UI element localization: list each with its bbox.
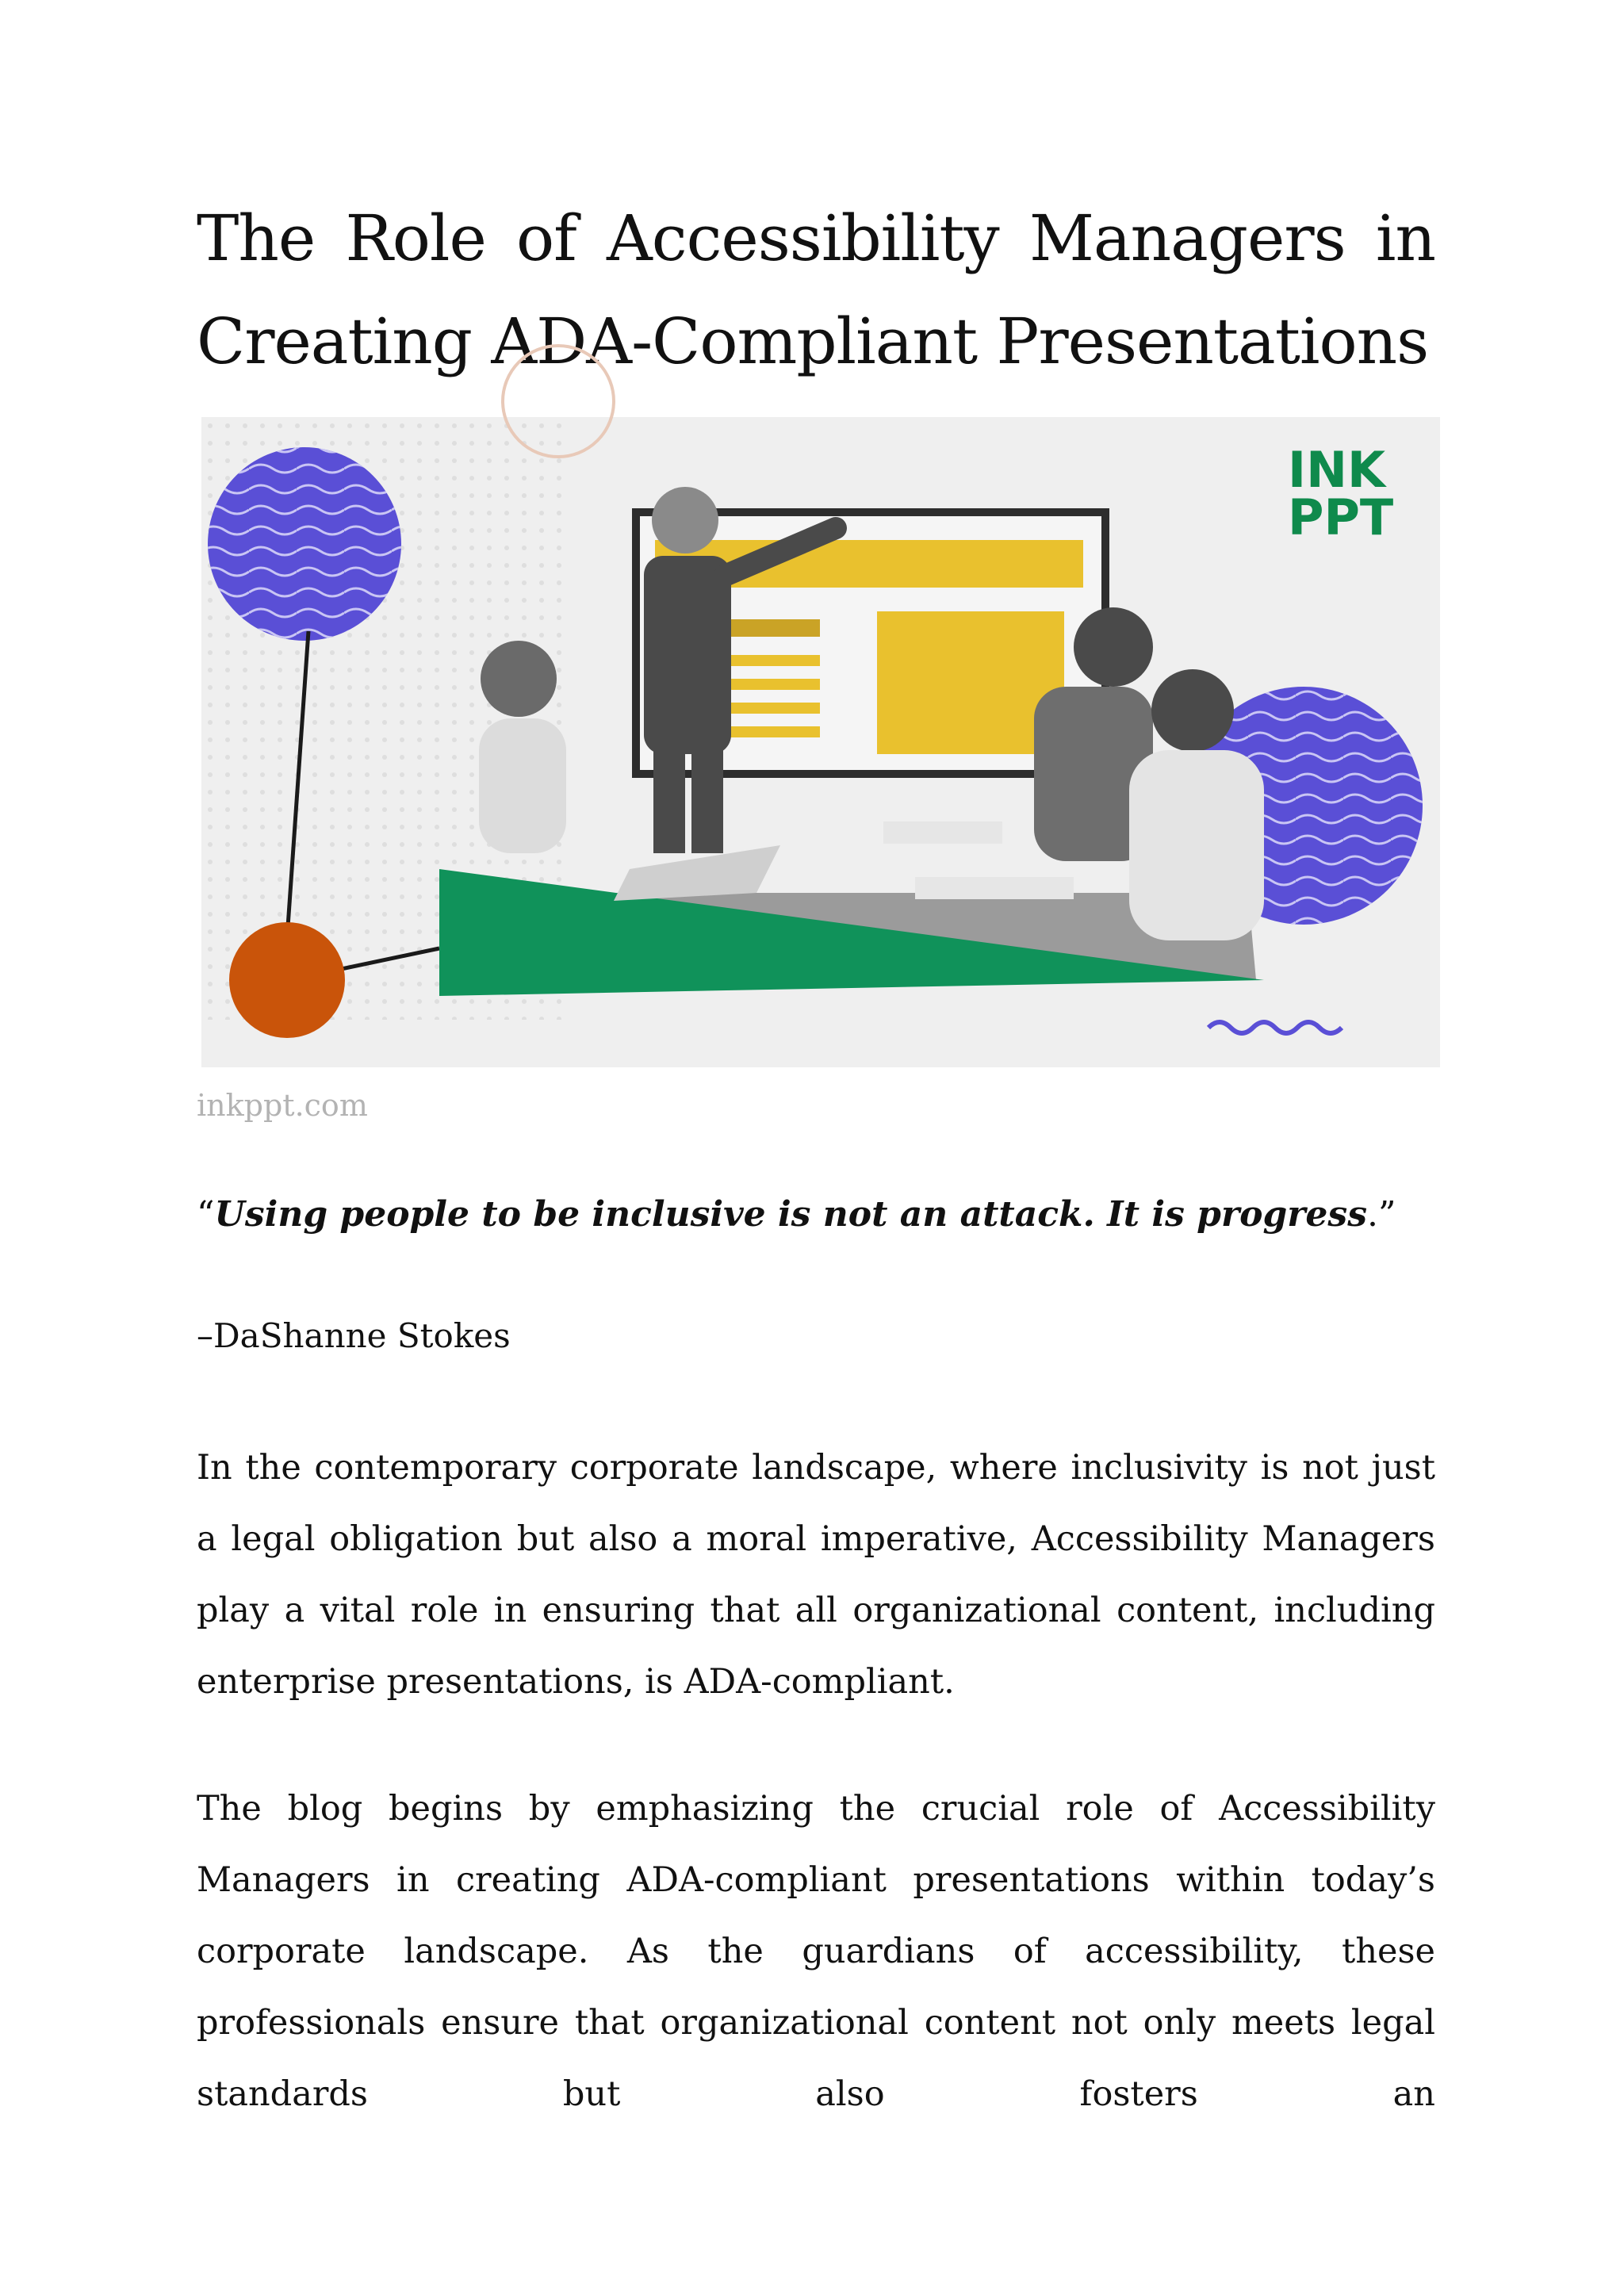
quote — [197, 1189, 1435, 1240]
svg-text:INK: INK — [1288, 441, 1386, 499]
article-title: The Role of Accessibility Managers in Creating ADA-Compliant Presentations — [197, 201, 1435, 378]
body-paragraph: The blog begins by emphasizing the crucial role of Accessibility Managers in creating ADA-compliant presentations within today’s corporate landscape. As the guardians of accessibility, these professionals ensure that organizational content not only meets legal standards but also fosters an — [197, 1789, 1435, 2114]
hero-image — [201, 417, 1440, 1067]
svg-text:PPT: PPT — [1288, 488, 1394, 546]
quote-open-mark: “ — [197, 1194, 215, 1235]
inkppt-logo — [1288, 441, 1393, 546]
image-caption: inkppt.com — [197, 1088, 368, 1123]
orange-circle — [229, 922, 345, 1038]
quote-close-mark: .” — [1366, 1194, 1396, 1235]
quote-author: –DaShanne Stokes — [197, 1316, 511, 1355]
quote-text: Using people to be inclusive is not an attack. It is progress — [214, 1194, 1367, 1235]
body-paragraph: In the contemporary corporate landscape, where inclusivity is not just a legal obligation but also a moral imperative, Accessibility Managers play a vital role in ensuring that all organizational content, including enterprise presentations, is ADA-compliant. — [197, 1448, 1435, 1702]
